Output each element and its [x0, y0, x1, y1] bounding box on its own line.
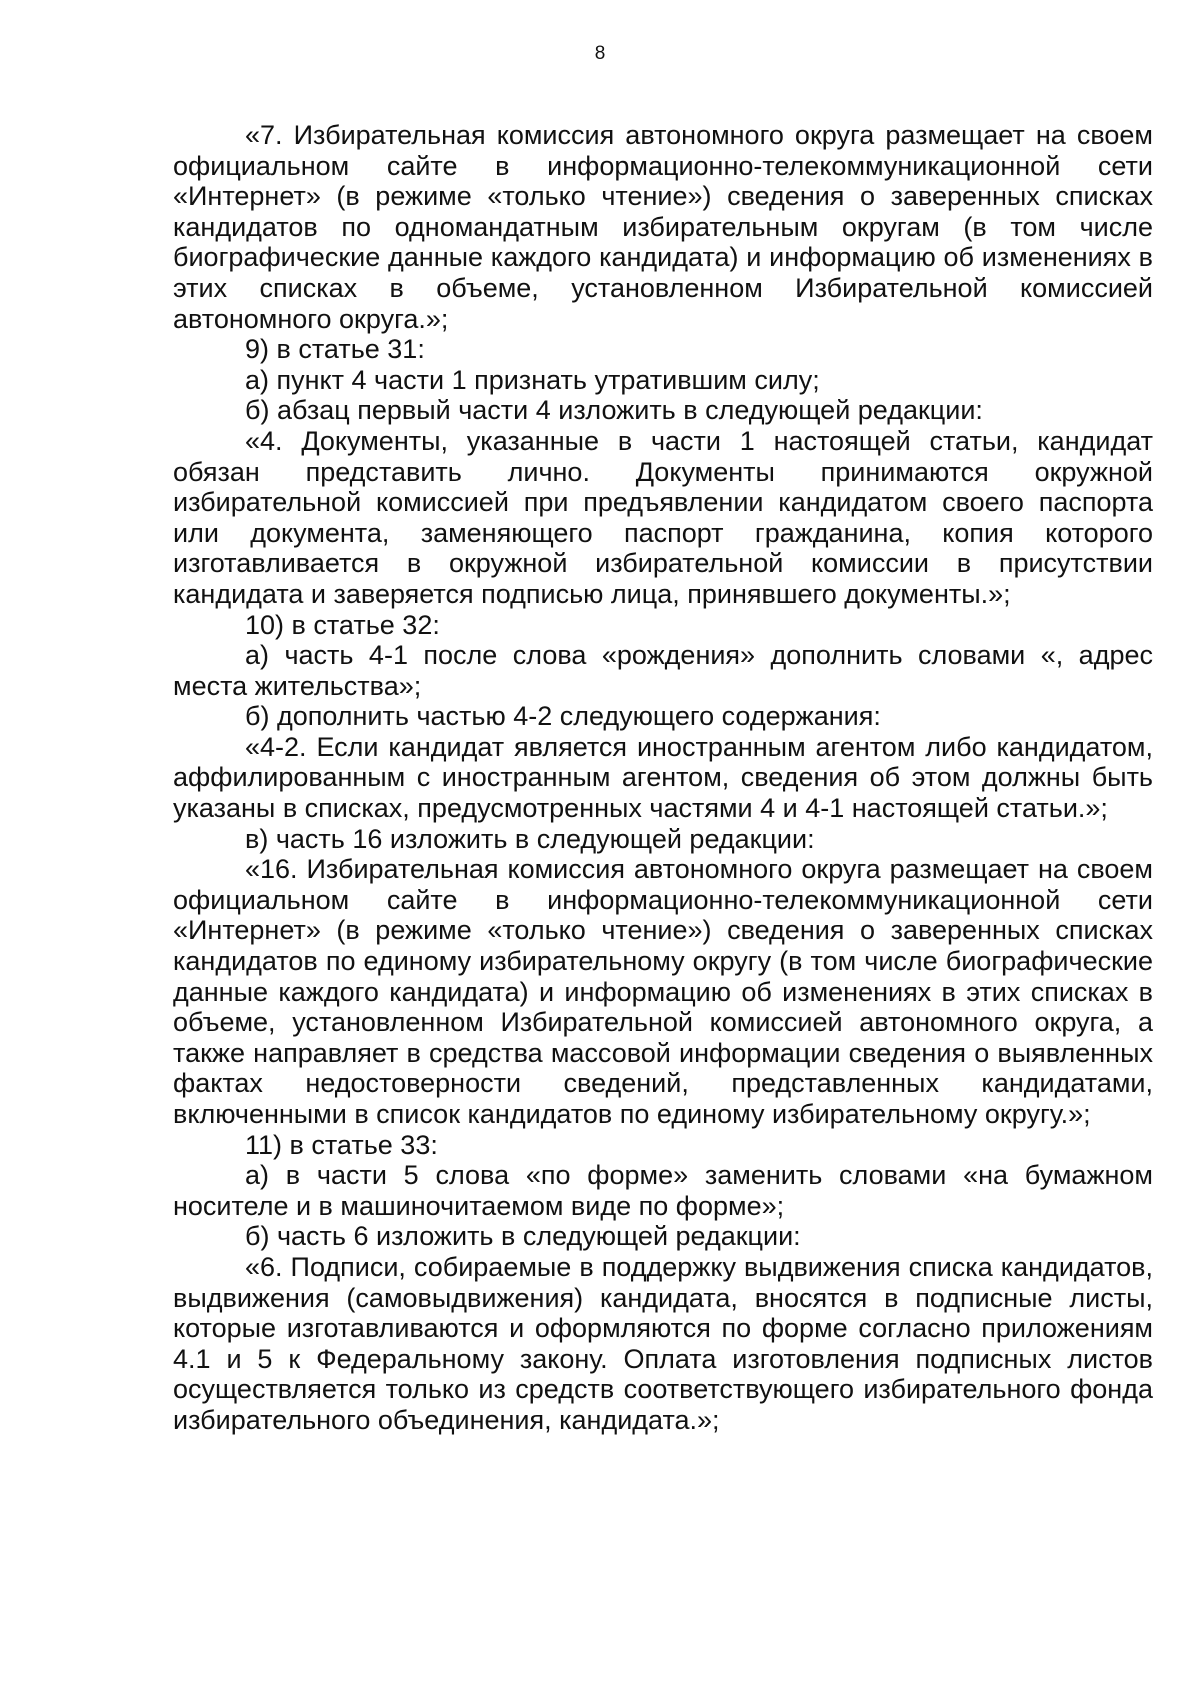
item-9-heading: 9) в статье 31: — [245, 334, 425, 365]
paragraph-4-text: «4. Документы, указанные в части 1 настоящей статьи, кандидат обязан представить лично. Документы принимаются окружной избирательной комиссией при предъявлении кандидатом своего паспорта или документа, заменяющего паспорт гражданина, копия которого изготавливается в окружной избирательной комиссии в присутствии кандидата и заверяется подписью лица, принявшего документы.»; — [173, 425, 1153, 609]
item-9b: б) абзац первый части 4 изложить в следующей редакции: — [245, 395, 983, 426]
item-10a: а) часть 4-1 после слова «рождения» дополнить словами «, адрес места жительства»; — [173, 640, 1153, 701]
item-11a: а) в части 5 слова «по форме» заменить словами «на бумажном носителе и в машиночитаемом виде по форме»; — [173, 1160, 1153, 1221]
item-10b: б) дополнить частью 4-2 следующего содержания: — [245, 701, 881, 732]
item-11-heading: 11) в статье 33: — [245, 1129, 438, 1160]
paragraph-6-text: «6. Подписи, собираемые в поддержку выдвижения списка кандидатов, выдвижения (самовыдвижения) кандидата, вносятся в подписные листы, которые изготавливаются и оформляются по форме согласно приложениям 4.1 и 5 к Федеральному закону. Оплата изготовления подписных листов осуществляется только из средств соответствующего избирательного фонда избирательного объединения, кандидата.»; — [173, 1251, 1153, 1435]
page-number: 8 — [594, 43, 606, 64]
item-10-heading: 10) в статье 32: — [245, 609, 440, 640]
item-11b: б) часть 6 изложить в следующей редакции: — [245, 1221, 801, 1252]
paragraph-4-2-text: «4-2. Если кандидат является иностранным агентом либо кандидатом, аффилированным с иностранным агентом, сведения об этом должны быть указаны в списках, предусмотренных частями 4 и 4-1 настоящей статьи.»; — [173, 731, 1153, 824]
paragraph-16-text: «16. Избирательная комиссия автономного округа размещает на своем официальном сайте в информационно-телекоммуникационной сети «Интернет» (в режиме «только чтение») сведения о заверенных списках кандидатов по единому избирательному округу (в том числе биографические данные каждого кандидата) и информацию об изменениях в этих списках в объеме, установленном Избирательной комиссией автономного округа, а также направляет в средства массовой информации сведения о выявленных фактах недостоверности сведений, представленных кандидатами, включенными в список кандидатов по единому избирательному округу.»; — [173, 854, 1153, 1129]
document-body — [173, 120, 1153, 1436]
item-10v: в) часть 16 изложить в следующей редакции: — [245, 823, 815, 854]
item-9a: а) пункт 4 части 1 признать утратившим силу; — [245, 364, 820, 395]
paragraph-7-text: «7. Избирательная комиссия автономного округа размещает на своем официальном сайте в информационно-телекоммуникационной сети «Интернет» (в режиме «только чтение») сведения о заверенных списках кандидатов по одномандатным избирательным округам (в том числе биографические данные каждого кандидата) и информацию об изменениях в этих списках в объеме, установленном Избирательной комиссией автономного округа.»; — [173, 120, 1153, 334]
